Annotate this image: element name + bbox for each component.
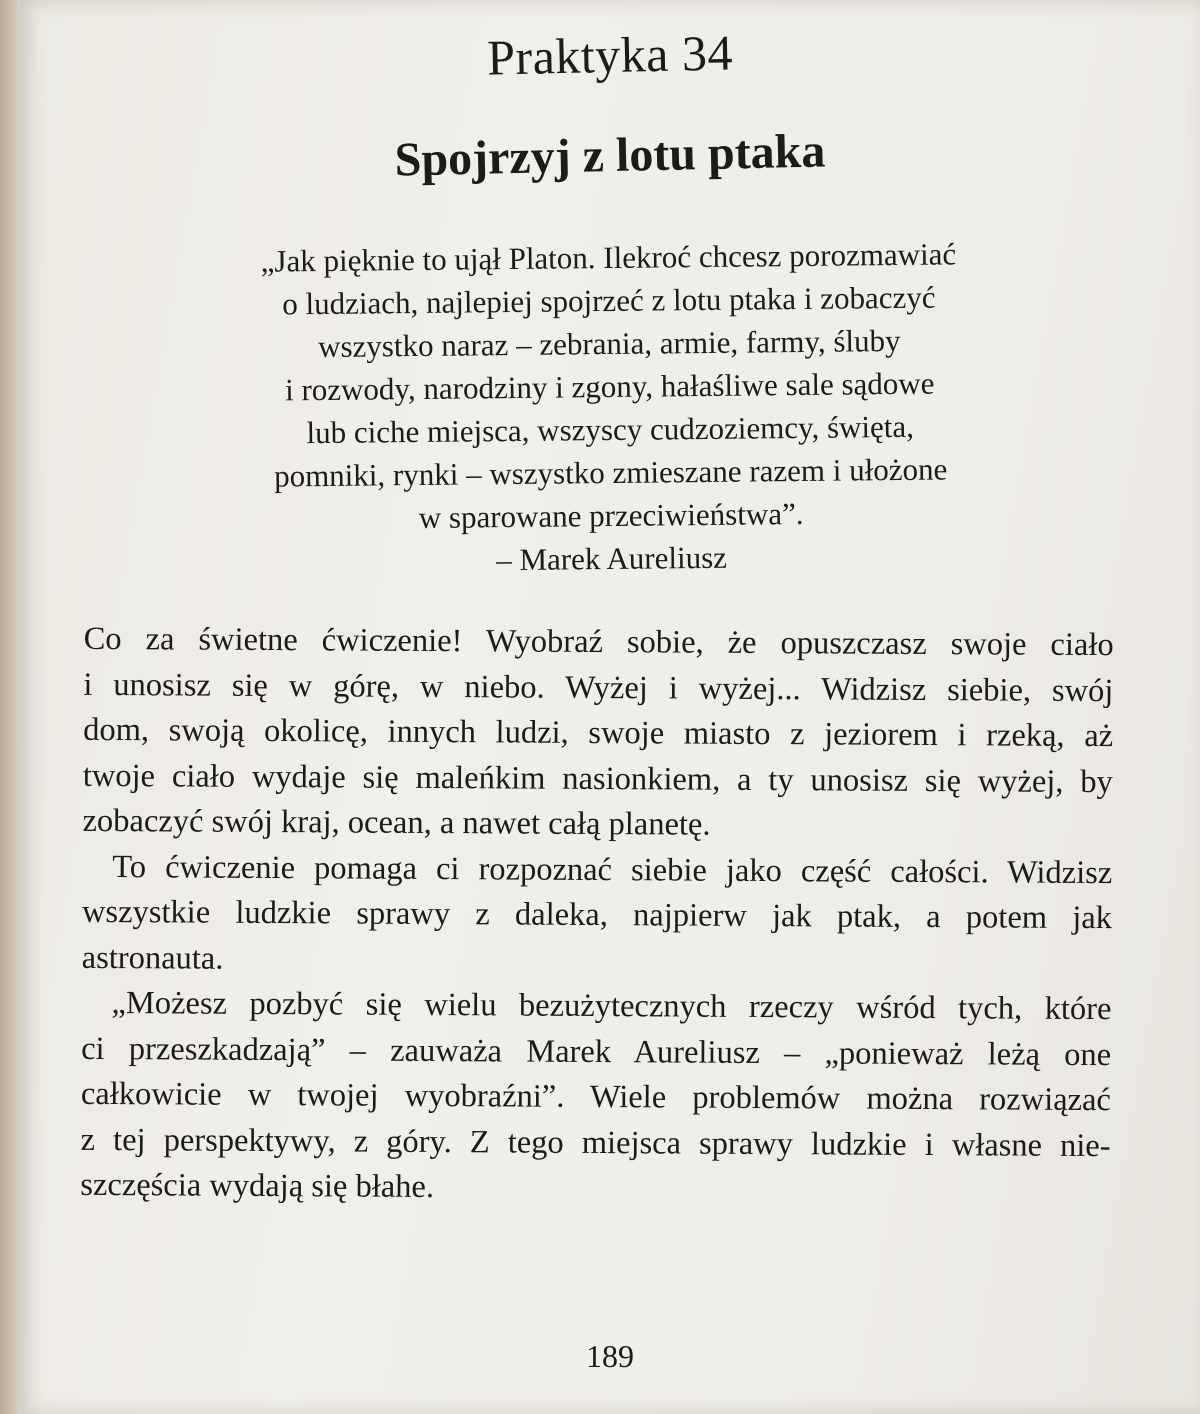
section-title: Spojrzyj z lotu ptaka	[394, 124, 826, 187]
page-number: 189	[586, 1338, 634, 1374]
text-line: wszystkie ludzkie sprawy z daleka, najpierw jak ptak, a potem jak	[81, 893, 1113, 937]
text-line: szczęścia wydają się błahe.	[80, 1166, 435, 1206]
paragraph-3	[80, 981, 1111, 1215]
text-line: dom, swoją okolicę, innych ludzi, swoje miasto z jeziorem i rzeką, aż	[83, 711, 1114, 755]
book-page	[20, 0, 1200, 1414]
text-line: zobaczyć swój kraj, ocean, a nawet całą planetę.	[82, 802, 711, 843]
text-line: Co za świetne ćwiczenie! Wyobraź sobie, że opuszczasz swoje ciało	[83, 620, 1114, 664]
epigraph-attribution: – Marek Aureliusz	[496, 539, 728, 578]
epigraph-line: pomniki, rynki – wszystko zmieszane razem i ułożone	[273, 451, 948, 494]
epigraph-line: lub ciche miejsca, wszyscy cudzoziemcy, święta,	[306, 408, 915, 451]
paragraph-1	[82, 617, 1113, 851]
paragraph-2	[82, 844, 1113, 987]
epigraph-line: o ludziach, najlepiej spojrzeć z lotu ptaka i zobaczyć	[282, 279, 936, 322]
epigraph-line: i rozwody, narodziny i zgony, hałaśliwe sale sądowe	[284, 365, 935, 408]
epigraph-line: wszystko naraz – zebrania, armie, farmy, śluby	[317, 322, 901, 365]
body-text	[80, 617, 1114, 1215]
epigraph-quote	[178, 232, 1042, 585]
epigraph-line: „Jak pięknie to ujął Platon. Ilekroć chcesz porozmawiać	[260, 236, 957, 279]
text-line: z tej perspektywy, z góry. Z tego miejsca sprawy ludzkie i własne nie-	[80, 1121, 1111, 1164]
text-line: twoje ciało wydaje się maleńkim nasionkiem, a ty unosisz się wyżej, by	[82, 757, 1113, 800]
text-line: całkowicie w twojej wyobraźni”. Wiele problemów można rozwiązać	[80, 1075, 1111, 1119]
text-line: ci przeszkadzają” – zauważa Marek Aureliusz – „ponieważ leżą one	[81, 1030, 1112, 1073]
text-line: i unosisz się w górę, w niebo. Wyżej i wyżej... Widzisz siebie, swój	[83, 666, 1114, 709]
text-line: To ćwiczenie pomaga ci rozpoznać siebie jako część całości. Widzisz	[112, 848, 1113, 891]
text-line: „Możesz pozbyć się wielu bezużytecznych rzeczy wśród tych, które	[111, 985, 1112, 1028]
epigraph-line: w sparowane przeciwieństwa”.	[418, 495, 804, 536]
section-number: Praktyka 34	[486, 24, 734, 86]
text-line: astronauta.	[81, 939, 224, 977]
